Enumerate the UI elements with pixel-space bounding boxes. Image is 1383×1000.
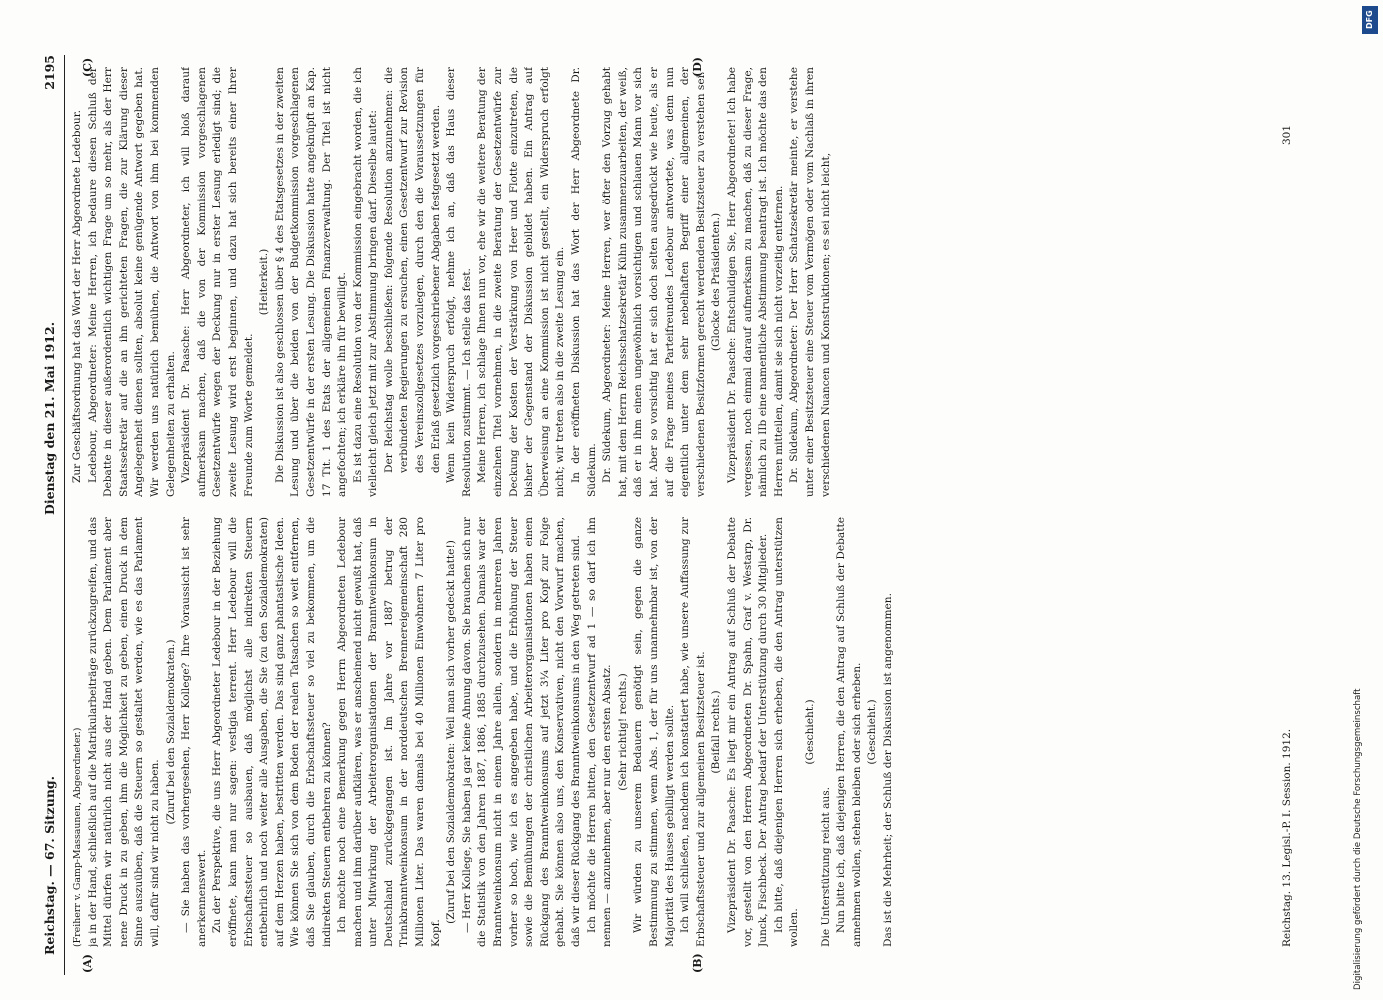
paragraph: Ich möchte die Herren bitten, den Gesetzentwurf ad 1 — so darf ich ihn nennen — anzunehmen, aber nur den ersten Absatz.	[585, 517, 614, 947]
margin-mark-d: (D)	[691, 57, 704, 77]
right-column	[70, 67, 1270, 497]
paragraph: Das ist die Mehrheit; der Schluß der Diskussion ist angenommen.	[881, 593, 894, 947]
interjection: (Beifall rechts.)	[710, 690, 723, 774]
resolution-text: Der Reichstag wolle beschließen: folgende Resolution anzunehmen: die verbündeten Regierungen zu ersuchen, einen Gesetzentwurf zur Revision des Vereinszollgesetzes vorzulegen, durch den die Voraussetzungen für den Erlaß gesetzlich vorgeschriebener Abgaben festgesetzt werden.	[382, 67, 442, 473]
paragraph: Wenn kein Widerspruch erfolgt, nehme ich an, daß das Haus dieser Resolution zustimmt. — Ich stelle das fest.	[445, 67, 473, 497]
margin-mark-c: (C)	[81, 57, 94, 77]
header-date: Dienstag den 21. Mai 1912.	[42, 321, 57, 515]
paragraph: Vizepräsident Dr. Paasche: Herr Abgeordneter, ich will bloß darauf aufmerksam machen, daß die von der Kommission vorgeschlagenen Gesetzentwürfe wegen der Deckung nur in erster Lesung erledigt sind; die zweite Lesung wird erst beginnen, und dazu hat sich bereits einer Ihrer Freunde zum Worte gemeldet.	[180, 67, 255, 497]
dfg-logo: DFG	[1362, 6, 1378, 34]
paragraph: Vizepräsident Dr. Paasche: Es liegt mir ein Antrag auf Schluß der Debatte vor, gestellt von den Herren Abgeordneten Dr. Spahn, Graf v. Westarp, Dr. Junck, Fischbeck. Der Antrag bedarf der Unterstützung durch 30 Mitglieder.	[725, 517, 770, 947]
paragraph: Dr. Südekum, Abgeordneter: Der Herr Schatzsekretär meinte, er verstehe unter einer Besitzsteuer eine Steuer vom Vermögen oder vom Nachlaß in ihren verschiedenen Nuancen und Konstruktionen; es sei nicht leicht,	[788, 67, 832, 497]
paragraph: Ledebour, Abgeordneter: Meine Herren, ich bedaure diesen Schluß der Debatte in dieser außerordentlich wichtigen Frage um so mehr, als der Herr Staatssekretär auf die an ihn gerichteten Fragen, die zur Klärung dieser Angelegenheit dienen sollten, absolut keine genügende Antwort gegeben hat. Wir werden uns natürlich bemühen, die Antwort von ihm bei kommenden Gelegenheiten zu erhalten.	[86, 67, 177, 497]
interjection: (Zuruf bei den Sozialdemokraten.)	[164, 639, 177, 825]
margin-mark-b: (B)	[691, 953, 704, 973]
paragraph: Vizepräsident Dr. Paasche: Entschuldigen Sie, Herr Abgeordneter! Ich habe vergessen, noch einmal darauf aufmerksam zu machen, daß zu dieser Frage, nämlich zu IIb eine namentliche Abstimmung beantragt ist. Ich möchte das den Herren mitteilen, damit sie sich nicht vorzeitig entfernen.	[725, 67, 785, 497]
page-number: 2195	[42, 55, 57, 90]
header-session: Reichstag. — 67. Sitzung.	[42, 775, 57, 955]
paragraph: Es ist dazu eine Resolution von der Kommission eingebracht worden, die ich vielleicht gleich jetzt mit zur Abstimmung bringen darf. Dieselbe lautet:	[351, 67, 380, 497]
interjection: (Geschieht.)	[866, 699, 879, 765]
interjection: (Glocke des Präsidenten.)	[710, 212, 723, 352]
paragraph: Ich möchte noch eine Bemerkung gegen Herrn Abgeordneten Ledebour machen und ihm darüber aufklären, was er anscheinend nicht gewußt hat, daß unter Mitwirkung der Arbeiterorganisationen der Branntweinkonsum in Deutschland zurückgegangen ist. Im Jahre vor 1887 betrug der Trinkbranntweinkonsum in der norddeutschen Brennereigemeinschaft 280 Millionen Liter. Das waren damals bei 40 Millionen Einwohnern 7 Liter pro Kopf.	[336, 517, 442, 947]
paragraph: Ich will schließen, nachdem ich konstatiert habe, wie unsere Auffassung zur Erbschaftssteuer und zur allgemeinen Besitzsteuer ist.	[679, 517, 707, 947]
running-header	[40, 55, 62, 975]
paragraph: Nun bitte ich, daß diejenigen Herren, die den Antrag auf Schluß der Debatte annehmen wollen, stehen bleiben oder sich erheben.	[835, 517, 863, 947]
footer-signature: 301	[1281, 124, 1293, 145]
paragraph: ja in der Hand, schließlich auf die Matrikularbeiträge zurückzugreifen, und das Mittel dürfen wir natürlich nicht aus der Hand geben. Dem Parlament aber nene Druck in zu geben, ihm die Möglichkeit zu geben, einen Druck in dem Sinne auszuüben, daß die Steuern so gestaltet werden, wie es das Parlament will, dafür sind wir nicht zu haben.	[86, 517, 161, 947]
digitization-credit: Digitalisierung gefördert durch die Deutsche Forschungsgemeinschaft	[1353, 688, 1363, 990]
interjection: (Heiterkeit.)	[258, 248, 271, 316]
speaker-tag: (Freiherr v. Gamp-Massaunen, Abgeordneter.)	[72, 727, 83, 947]
interjection: (Zuruf bei den Sozialdemokraten: Weil man sich vorher gedeckt hatte!)	[445, 540, 458, 924]
paragraph: Die Diskussion ist also geschlossen über § 4 des Etatsgesetzes in der zweiten Lesung und über die beiden von der Budgetkommission vorgeschlagenen Gesetzentwürfe in der ersten Lesung. Die Diskussion hatte angeknüpft an Kap. 17 Tit. 1 des Etats der allgemeinen Finanzverwaltung. Der Titel ist nicht angefochten; ich erkläre ihn für bewilligt.	[273, 67, 349, 497]
paragraph: — Sie haben das vorhergesehen, Herr Kollege? Ihre Voraussicht ist sehr anerkennenswert.	[180, 517, 208, 947]
paragraph: Ich bitte, daß diejenigen Herren sich erheben, die den Antrag unterstützen wollen.	[772, 517, 801, 947]
paragraph: Meine Herren, ich schlage Ihnen nun vor, ehe wir die weitere Beratung der einzelnen Titel vornehmen, in die zweite Beratung der Gesetzentwürfe zur Deckung der Kosten der Verstärkung von Heer und Flotte einzutreten, die bisher der Gegenstand der Diskussion gebildet haben. Ein Antrag auf Überweisung an eine Kommission ist nicht gestellt, ein Widerspruch erfolgt nicht; wir treten also in die zweite Lesung ein.	[476, 67, 567, 497]
paragraph: Dr. Südekum, Abgeordneter: Meine Herren, wer öfter den Vorzug gehabt hat, mit dem Herrn Reichsschatzsekretär Kühn zusammenzuarbeiten, der weiß, daß er in ihm einen ungewöhnlich vorsichtigen und schlauen Mann vor sich hat. Aber so vorsichtig hat er sich doch selten ausgedrückt wie heute, als er auf die Frage meines Parteifreundes Ledebour antwortete, was denn nun eigentlich unter dem sehr nebelhaften Begriff einer allgemeinen, der verschiedenen Besitzformen gerecht werdenden Besitzsteuer zu verstehen sei.	[601, 67, 707, 497]
margin-mark-a: (A)	[81, 954, 94, 973]
header-rule	[64, 55, 65, 975]
paragraph: — Herr Kollege, Sie haben ja gar keine Ahnung davon. Sie brauchen sich nur die Statistik von den Jahren 1887, 1886, 1885 durchzusehen. Damals war der Branntweinkonsum nicht in einem Jahre allein, sondern in mehreren Jahren vorher so hoch, wie ich es angegeben habe, und die Erhöhung der Steuer sowie die Bemühungen der christlichen Arbeiterorganisationen haben einen Rückgang des Branntweinkonsums auf jetzt 3¼ Liter pro Kopf zur Folge gehabt. Sie können also uns, den Konservativen, nicht den Vorwurf machen, daß wir dieser Rückgang des Branntweinkonsums in den Weg getreten sind.	[460, 517, 582, 947]
footer-imprint: Reichstag. 13. Legisl.-P. I. Session. 1912.	[1281, 728, 1293, 947]
rotated-page-content	[40, 55, 1330, 975]
paragraph: Zu der Perspektive, die uns Herr Abgeordneter Ledebour in der Beziehung eröffnete, kann man nur sagen: vestigia terrent. Herr Ledebour will die Erbschaftssteuer so ausbauen, daß möglichst alle indirekten Steuern entbehrlich und noch weiter alle Ausgaben, die Sie (zu den Sozialdemokraten) auf dem Herzen haben, bestritten werden. Das sind ganz phantastische Ideen. Wie können Sie sich von dem Boden der realen Tatsachen so weit entfernen, daß Sie glauben, durch die Erbschaftssteuer so viel zu bekommen, um die indirekten Steuern entbehren zu können?	[211, 517, 333, 947]
interjection: (Geschieht.)	[803, 699, 816, 765]
paragraph: Wir würden zu unserem Bedauern genötigt sein, gegen die ganze Bestimmung zu stimmen, wenn Abs. 1, der für uns unannehmbar ist, von der Majorität des Hauses gebilligt werden sollte.	[632, 517, 676, 947]
left-column	[70, 517, 1270, 947]
paragraph: Zur Geschäftsordnung hat das Wort der Herr Abgeordnete Ledebour.	[71, 110, 83, 483]
paragraph: Die Unterstützung reicht aus.	[819, 786, 832, 947]
paragraph: In der eröffneten Diskussion hat das Wort der Herr Abgeordnete Dr. Südekum.	[570, 67, 598, 497]
interjection: (Sehr richtig! rechts.)	[616, 673, 629, 791]
